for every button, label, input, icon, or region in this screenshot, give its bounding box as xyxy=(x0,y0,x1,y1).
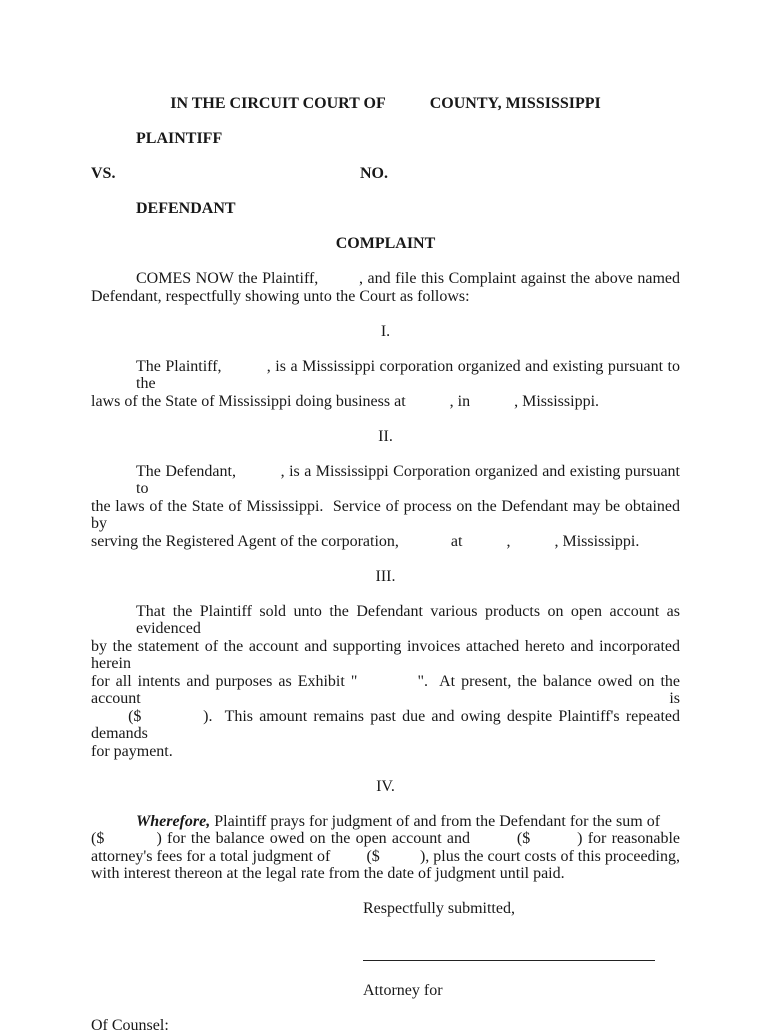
respectfully-submitted-line: Respectfully submitted, xyxy=(363,900,515,917)
section-3-line-2: by the statement of the account and supporting invoices attached hereto and incorporated herein xyxy=(91,637,680,672)
spacer xyxy=(91,918,680,961)
intro-line-2: Defendant, respectfully showing unto the Court as follows: xyxy=(91,287,470,305)
of-counsel-line: Of Counsel: xyxy=(91,1017,169,1034)
section-4-line-3: attorney's fees for a total judgment of ($ ), plus the court costs of this proceeding, xyxy=(91,847,680,865)
spacer xyxy=(91,340,680,358)
section-3-line-3: for all intents and purposes as Exhibit " ". At present, the balance owed on the account is xyxy=(91,672,680,707)
spacer xyxy=(91,445,680,463)
intro-line-1: COMES NOW the Plaintiff, , and file this Complaint against the above named xyxy=(136,270,680,287)
spacer xyxy=(91,1000,680,1018)
section-heading-1: I. xyxy=(380,322,391,340)
spacer xyxy=(91,760,680,778)
section-3-line-4: ($ ). This amount remains past due and owing despite Plaintiff's repeated demands xyxy=(91,707,680,742)
spacer xyxy=(91,550,680,568)
section-heading-3: III. xyxy=(375,567,396,585)
document-title: COMPLAINT xyxy=(335,235,436,252)
spacer xyxy=(91,253,680,271)
section-4-line-4: with interest thereon at the legal rate from the date of judgment until paid. xyxy=(91,865,565,882)
section-3-line-5: for payment. xyxy=(91,742,173,760)
spacer xyxy=(91,183,680,201)
wherefore-rest: Plaintiff prays for judgment of and from the Defendant for the sum of xyxy=(210,812,661,830)
wherefore-lead: Wherefore, xyxy=(136,812,211,830)
spacer xyxy=(91,113,680,131)
plaintiff-label: PLAINTIFF xyxy=(136,130,223,147)
section-heading-2: II. xyxy=(378,427,393,445)
case-number-label: NO. xyxy=(360,165,388,182)
attorney-for-line: Attorney for xyxy=(363,982,443,999)
section-2-line-3: serving the Registered Agent of the corporation, at , , Mississippi. xyxy=(91,532,640,550)
section-1-line-1: The Plaintiff, , is a Mississippi corporation organized and existing pursuant to the xyxy=(136,357,680,392)
spacer xyxy=(91,305,680,323)
court-header-line: IN THE CIRCUIT COURT OF COUNTY, MISSISSIPPI xyxy=(170,95,601,112)
defendant-label: DEFENDANT xyxy=(136,200,236,217)
spacer xyxy=(91,148,680,166)
section-heading-4: IV. xyxy=(376,777,395,795)
spacer xyxy=(91,883,680,901)
document-content xyxy=(91,95,680,1035)
spacer xyxy=(91,218,680,236)
spacer xyxy=(91,410,680,428)
section-2-line-2: the laws of the State of Mississippi. Service of process on the Defendant may be obtained by xyxy=(91,497,680,532)
section-3-line-1: That the Plaintiff sold unto the Defendant various products on open account as evidenced xyxy=(136,602,680,637)
vs-label: VS. xyxy=(91,165,116,182)
spacer xyxy=(91,585,680,603)
vs-no-line xyxy=(91,165,680,183)
section-1-line-2: laws of the State of Mississippi doing business at , in , Mississippi. xyxy=(91,392,600,410)
section-2-line-1: The Defendant, , is a Mississippi Corporation organized and existing pursuant to xyxy=(136,462,680,497)
spacer xyxy=(91,795,680,813)
wherefore-line xyxy=(91,813,680,831)
spacer xyxy=(91,961,680,982)
section-4-line-2: ($ ) for the balance owed on the open account and ($ ) for reasonable xyxy=(91,830,680,847)
